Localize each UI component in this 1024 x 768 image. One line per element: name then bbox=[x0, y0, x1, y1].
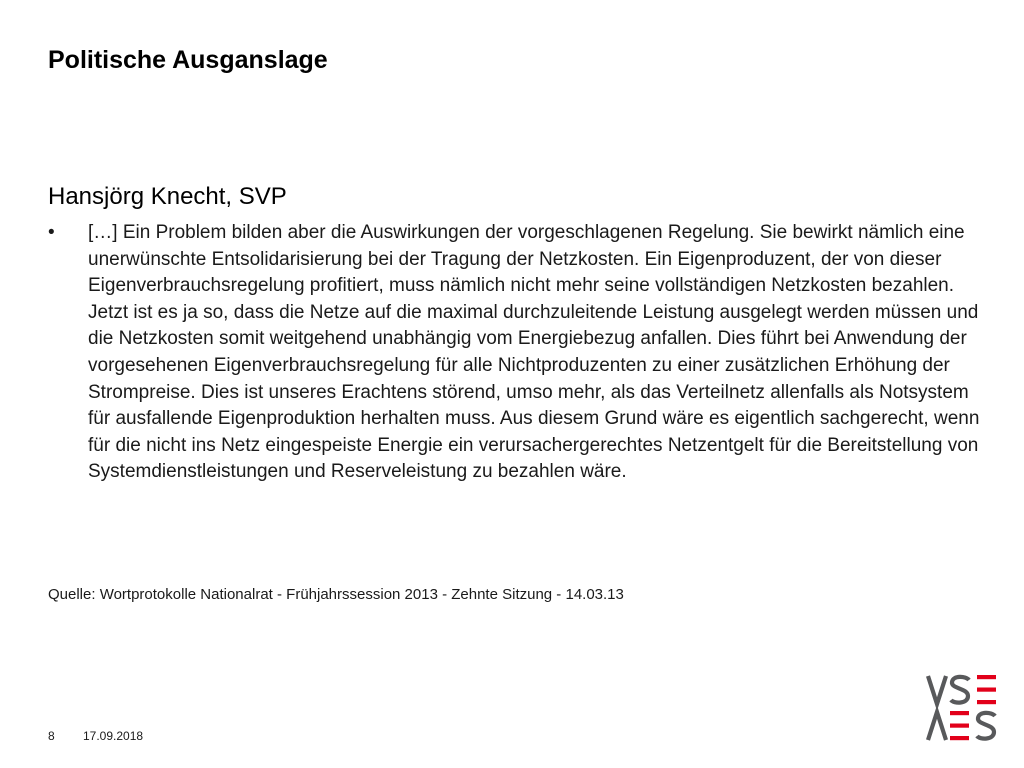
footer-date: 17.09.2018 bbox=[83, 729, 144, 743]
quote-bullet-item bbox=[48, 220, 988, 486]
speaker-name: Hansjörg Knecht, SVP bbox=[48, 183, 287, 210]
bullet-marker: • bbox=[48, 222, 55, 243]
quote-text: […] Ein Problem bilden aber die Auswirkungen der vorgeschlagenen Regelung. Sie bewirkt nämlich eine unerwünschte Entsolidarisierung bei der Tragung der Netzkosten. Ein Eigenproduzent, der von dieser Eigenverbrauchsregelung profitiert, muss nämlich nicht mehr seine vollständigen Netzkosten bezahlen. Jetzt ist es ja so, dass die Netze auf die maximal durchzuleitende Leistung ausgelegt werden müssen und die Netzkosten somit weitgehend unabhängig vom Energiebezug anfallen. Dies führt bei Anwendung der vorgesehenen Eigenverbrauchsregelung für alle Nichtproduzenten zu einer zusätzlichen Erhöhung der Strompreise. Dies ist unseres Erachtens störend, umso mehr, als das Verteilnetz allenfalls als Notsystem für ausfallende Eigenproduktion herhalten muss. Aus diesem Grund wäre es eigentlich sachgerecht, wenn für die nicht ins Netz eingespeiste Energie ein verursachergerechtes Netzentgelt für die Bereitstellung von Systemdienstleistungen und Reserveleistung zu bezahlen wäre. bbox=[88, 222, 980, 483]
source-citation: Quelle: Wortprotokolle Nationalrat - Frühjahrssession 2013 - Zehnte Sitzung - 14.03.13 bbox=[48, 586, 624, 603]
vse-aes-logo-icon bbox=[926, 673, 998, 743]
slide-title: Politische Ausganslage bbox=[48, 46, 328, 74]
page-number: 8 bbox=[48, 729, 55, 743]
